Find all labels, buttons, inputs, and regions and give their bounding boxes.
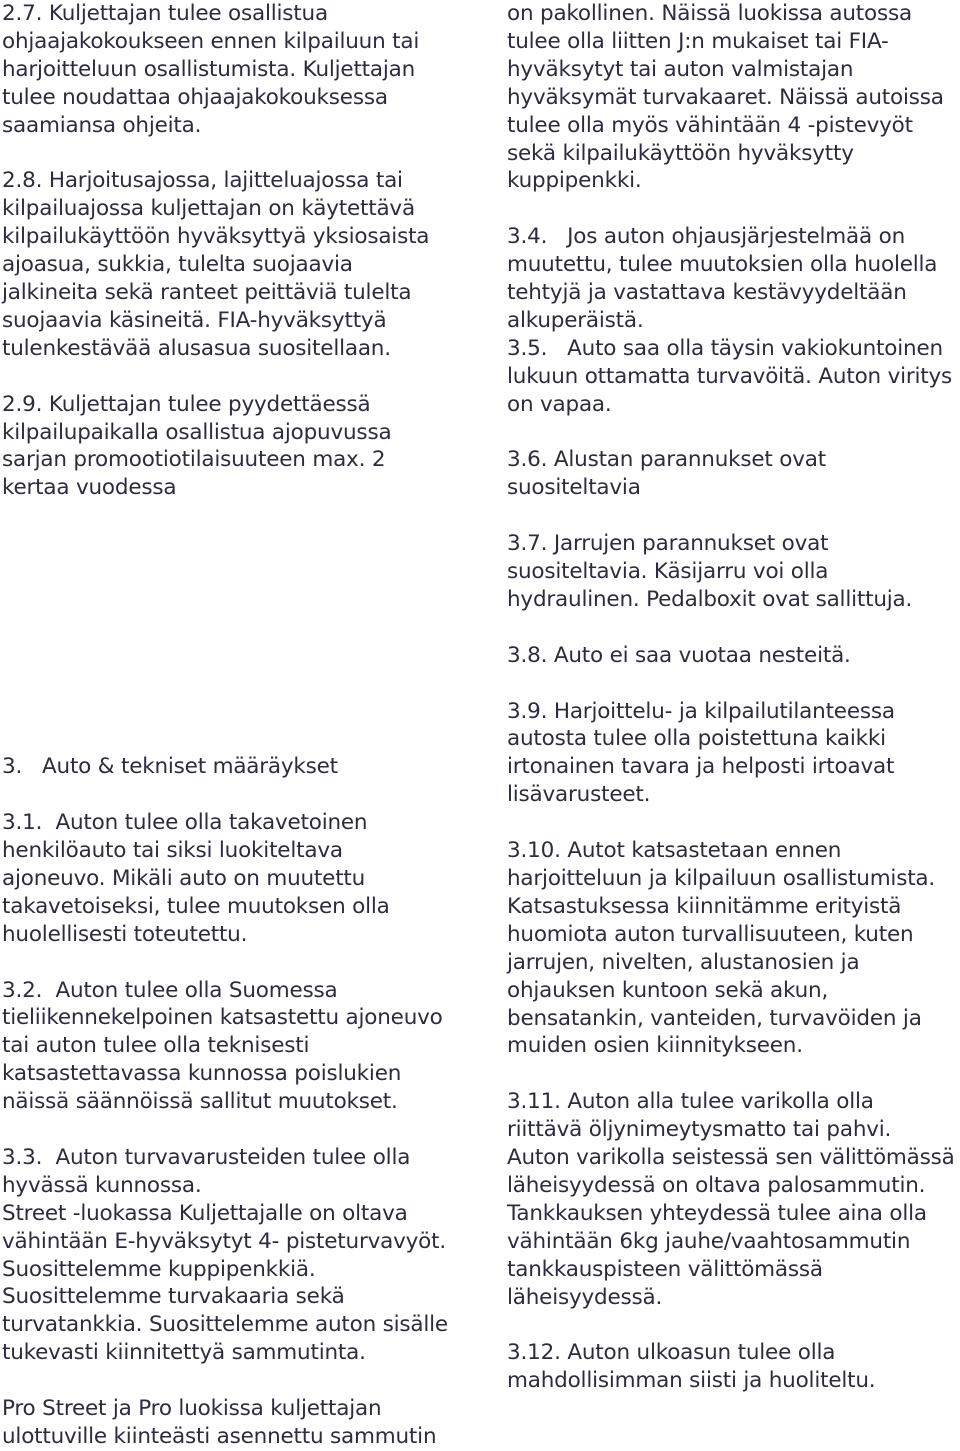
section-3-8	[507, 642, 959, 670]
section-3-6	[507, 446, 959, 502]
section-3-9	[507, 698, 959, 810]
text-line: on pakollinen. Näissä luokissa autossa	[507, 1, 912, 26]
text-line: saamiansa ohjeita.	[2, 112, 202, 138]
section-3-7	[507, 530, 959, 614]
text-line: Auton varikolla seistessä sen välittömässä	[507, 1145, 955, 1171]
text-line: hyväksytyt tai auton valmistajan	[507, 56, 854, 82]
text-line: 3.4. Jos auton ohjausjärjestelmää on	[507, 224, 905, 250]
text-line: 3.6. Alustan parannukset ovat	[507, 447, 826, 473]
text-line: kuppipenkki.	[507, 168, 642, 194]
section-3-2	[2, 977, 452, 1117]
text-line: 3.7. Jarrujen parannukset ovat	[507, 531, 829, 557]
text-line: kilpailupaikalla osallistua ajopuvussa	[2, 419, 392, 445]
text-line: ohjauksen kuntoon sekä akun,	[507, 977, 829, 1003]
text-line: on vapaa.	[507, 391, 612, 417]
text-line: Tankkauksen yhteydessä tulee aina olla	[507, 1200, 927, 1226]
text-line: jarrujen, nivelten, alustanosien ja	[507, 949, 860, 975]
text-line: tulenkestävää alusasua suositellaan.	[2, 335, 391, 361]
text-line: autosta tulee olla poistettuna kaikki	[507, 726, 886, 752]
text-line: katsastettavassa kunnossa poislukien	[2, 1061, 402, 1087]
section-3-3-pro	[2, 1395, 452, 1451]
text-line: sarjan promootiotilaisuuteen max. 2	[2, 447, 386, 473]
text-line: 3.11. Auton alla tulee varikolla olla	[507, 1089, 874, 1115]
text-line: Katsastuksessa kiinnitämme erityistä	[507, 893, 902, 919]
text-line: tankkauspisteen välittömässä	[507, 1256, 823, 1282]
text-line: alkuperäistä.	[507, 307, 644, 333]
text-line: 2.8. Harjoitusajossa, lajitteluajossa tai	[2, 168, 403, 194]
text-line: 3.9. Harjoittelu- ja kilpailutilanteessa	[507, 698, 895, 724]
section-3-4	[507, 223, 959, 335]
section-2-7	[2, 0, 452, 140]
text-line: Suosittelemme turvakaaria sekä	[2, 1284, 345, 1310]
text-line: ajoneuvo. Mikäli auto on muutettu	[2, 865, 366, 891]
text-line: tulee noudattaa ohjaajakokouksessa	[2, 84, 388, 110]
text-line: harjoitteluun ja kilpailuun osallistumista.	[507, 866, 936, 891]
text-line: sekä kilpailukäyttöön hyväksytty	[507, 140, 854, 166]
text-line: suositeltavia	[507, 475, 641, 501]
text-line: näissä säännöissä sallitut muutokset.	[2, 1089, 398, 1115]
text-line: 3.2. Auton tulee olla Suomessa	[2, 977, 338, 1003]
text-line: läheisyydessä.	[507, 1284, 663, 1310]
text-line: 3.1. Auton tulee olla takavetoinen	[2, 810, 368, 836]
text-line: ajoasua, sukkia, tulelta suojaavia	[2, 252, 353, 278]
text-line: Street -luokassa Kuljettajalle on oltava	[2, 1200, 408, 1226]
text-line: hyväksymät turvakaaret. Näissä autoissa	[507, 84, 944, 110]
text-line: 2.7. Kuljettajan tulee osallistua	[2, 1, 328, 26]
section-2-8	[2, 167, 452, 362]
right-column	[507, 0, 959, 1395]
text-line: kilpailukäyttöön hyväksyttyä yksiosaista	[2, 224, 430, 250]
text-line: ulottuville kiinteästi asennettu sammutin	[2, 1423, 437, 1449]
text-line: 2.9. Kuljettajan tulee pyydettäessä	[2, 391, 371, 417]
section-3-5	[507, 335, 959, 419]
text-line: tehtyjä ja vastattava kestävyydeltään	[507, 280, 907, 306]
section-3-heading	[2, 753, 452, 781]
section-3-11	[507, 1088, 959, 1311]
text-line: bensatankin, vanteiden, turvavöiden ja	[507, 1005, 922, 1031]
text-line: kilpailuajossa kuljettajan on käytettävä	[2, 196, 415, 222]
section-3-12	[507, 1339, 959, 1395]
left-column	[2, 0, 452, 1451]
text-line: tai auton tulee olla teknisesti	[2, 1033, 310, 1059]
text-line: suojaavia käsineitä. FIA-hyväksyttyä	[2, 307, 387, 333]
text-line: muutettu, tulee muutoksien olla huolella	[507, 252, 938, 278]
text-line: suositeltavia. Käsijarru voi olla	[507, 559, 829, 585]
text-line: 3. Auto & tekniset määräykset	[2, 754, 338, 780]
text-line: ohjaajakokoukseen ennen kilpailuun tai	[2, 28, 420, 54]
text-line: huomiota auton turvallisuuteen, kuten	[507, 921, 914, 947]
text-line: lukuun ottamatta turvavöitä. Auton viritys	[507, 363, 953, 389]
text-line: 3.5. Auto saa olla täysin vakiokuntoinen	[507, 335, 943, 361]
text-line: tukevasti kiinnitettyä sammutinta.	[2, 1340, 366, 1366]
section-3-3	[2, 1144, 452, 1367]
text-line: jalkineita sekä ranteet peittäviä tulelta	[2, 280, 412, 306]
text-line: 3.3. Auton turvavarusteiden tulee olla	[2, 1144, 411, 1170]
text-line: 3.12. Auton ulkoasun tulee olla	[507, 1340, 836, 1366]
text-line: irtonainen tavara ja helposti irtoavat	[507, 754, 895, 780]
text-line: läheisyydessä on oltava palosammutin.	[507, 1172, 926, 1198]
text-line: muiden osien kiinnitykseen.	[507, 1033, 803, 1059]
text-line: tieliikennekelpoinen katsastettu ajoneuvo	[2, 1005, 443, 1031]
text-line: 3.8. Auto ei saa vuotaa nesteitä.	[507, 642, 851, 668]
section-3-3-continued	[507, 0, 959, 195]
text-line: lisävarusteet.	[507, 782, 651, 808]
text-line: 3.10. Autot katsastetaan ennen	[507, 838, 842, 864]
text-line: harjoitteluun osallistumista. Kuljettajan	[2, 56, 416, 82]
text-line: hyvässä kunnossa.	[2, 1172, 202, 1198]
text-line: vähintään E-hyväksytyt 4- pisteturvavyöt.	[2, 1228, 446, 1254]
text-line: kertaa vuodessa	[2, 475, 177, 501]
section-3-10	[507, 837, 959, 1060]
text-line: turvatankkia. Suosittelemme auton sisälle	[2, 1312, 448, 1338]
text-line: Suosittelemme kuppipenkkiä.	[2, 1256, 316, 1282]
section-3-1	[2, 809, 452, 949]
text-line: takavetoiseksi, tulee muutoksen olla	[2, 893, 390, 919]
section-2-9	[2, 391, 452, 503]
text-line: tulee olla myös vähintään 4 -pistevyöt	[507, 112, 913, 138]
text-line: henkilöauto tai siksi luokiteltava	[2, 837, 343, 863]
text-line: vähintään 6kg jauhe/vaahtosammutin	[507, 1228, 911, 1254]
text-line: Pro Street ja Pro luokissa kuljettajan	[2, 1396, 382, 1422]
text-line: huolellisesti toteutettu.	[2, 921, 248, 947]
text-line: tulee olla liitten J:n mukaiset tai FIA-	[507, 28, 889, 54]
text-line: mahdollisimman siisti ja huoliteltu.	[507, 1368, 876, 1394]
text-line: hydraulinen. Pedalboxit ovat sallittuja.	[507, 586, 913, 612]
text-line: riittävä öljynimeytysmatto tai pahvi.	[507, 1117, 892, 1143]
